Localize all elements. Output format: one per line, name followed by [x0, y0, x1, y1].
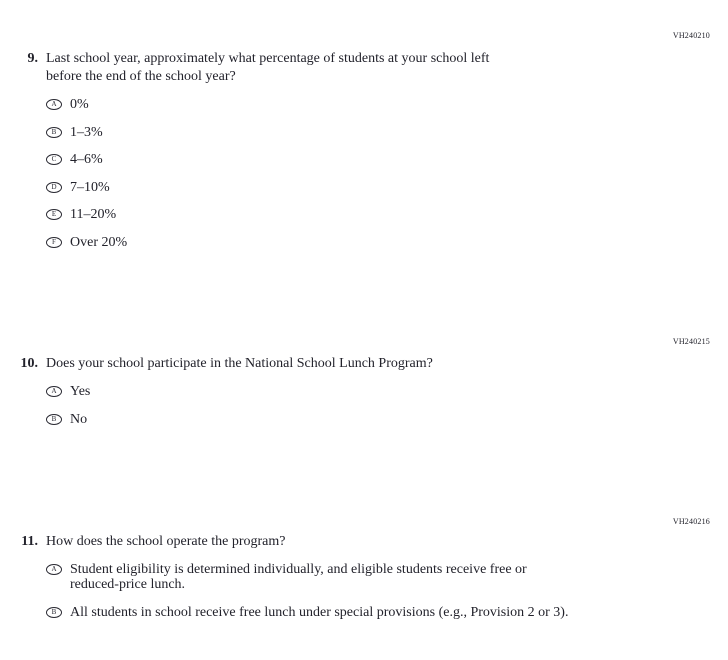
item-code: VH240215	[672, 337, 710, 346]
option-label-line: 4–6%	[70, 152, 103, 167]
option-label-line: All students in school receive free lunch under special provisions (e.g., Provision 2 or 3).	[70, 604, 569, 620]
answer-option[interactable]	[46, 605, 728, 620]
question-text-line: How does the school operate the program?	[46, 534, 286, 549]
question-block	[0, 533, 728, 632]
question-body	[46, 355, 728, 439]
answer-option-label	[70, 180, 110, 195]
question-text-line: before the end of the school year?	[46, 69, 236, 84]
answer-option[interactable]	[46, 235, 728, 250]
question-number: 9.	[27, 51, 38, 66]
answer-option-label	[70, 125, 103, 140]
answer-option[interactable]	[46, 152, 728, 167]
answer-bubble-icon[interactable]: A	[46, 564, 62, 575]
option-label-line: Student eligibility is determined individually, and eligible students receive free or	[70, 562, 527, 577]
answer-bubble-icon[interactable]: E	[46, 209, 62, 220]
question-number: 11.	[21, 534, 38, 549]
options-list	[46, 97, 728, 250]
options-list	[46, 384, 728, 427]
answer-option-label	[70, 562, 527, 592]
option-label-line: reduced-price lunch.	[70, 577, 186, 592]
answer-bubble-icon[interactable]: A	[46, 386, 62, 397]
answer-bubble-icon[interactable]: F	[46, 237, 62, 248]
answer-option[interactable]	[46, 412, 728, 427]
answer-bubble-icon[interactable]: B	[46, 607, 62, 618]
answer-bubble-icon[interactable]: B	[46, 414, 62, 425]
options-list	[46, 562, 728, 620]
answer-option-label	[70, 384, 90, 399]
item-code: VH240210	[672, 31, 710, 40]
answer-option[interactable]	[46, 207, 728, 222]
answer-option[interactable]	[46, 562, 728, 592]
answer-option-label	[70, 207, 116, 222]
answer-option[interactable]	[46, 125, 728, 140]
option-label-line: 0%	[70, 97, 89, 112]
item-code: VH240216	[672, 517, 710, 526]
answer-bubble-icon[interactable]: A	[46, 99, 62, 110]
answer-option[interactable]	[46, 384, 728, 399]
answer-bubble-icon[interactable]: D	[46, 182, 62, 193]
option-label-line: Over 20%	[70, 234, 128, 250]
question-number: 10.	[20, 356, 38, 371]
option-label-line: No	[70, 411, 88, 427]
answer-option-label	[70, 412, 87, 427]
question-text	[46, 533, 728, 551]
question-body	[46, 50, 728, 262]
answer-option-label	[70, 152, 103, 167]
question-text	[46, 50, 728, 86]
question-block	[0, 355, 728, 439]
question-text-line: Does your school participate in the National School Lunch Program?	[46, 356, 433, 371]
option-label-line: 11–20%	[70, 207, 117, 222]
question-text	[46, 355, 728, 373]
answer-option-label	[70, 97, 89, 112]
answer-option-label	[70, 235, 127, 250]
option-label-line: 7–10%	[70, 179, 110, 195]
answer-bubble-icon[interactable]: B	[46, 127, 62, 138]
question-block	[0, 50, 728, 262]
option-label-line: Yes	[70, 384, 91, 399]
answer-option[interactable]	[46, 180, 728, 195]
question-text-line: Last school year, approximately what percentage of students at your school left	[46, 51, 490, 66]
answer-option-label	[70, 605, 568, 620]
answer-bubble-icon[interactable]: C	[46, 154, 62, 165]
question-body	[46, 533, 728, 632]
option-label-line: 1–3%	[70, 124, 103, 140]
answer-option[interactable]	[46, 97, 728, 112]
